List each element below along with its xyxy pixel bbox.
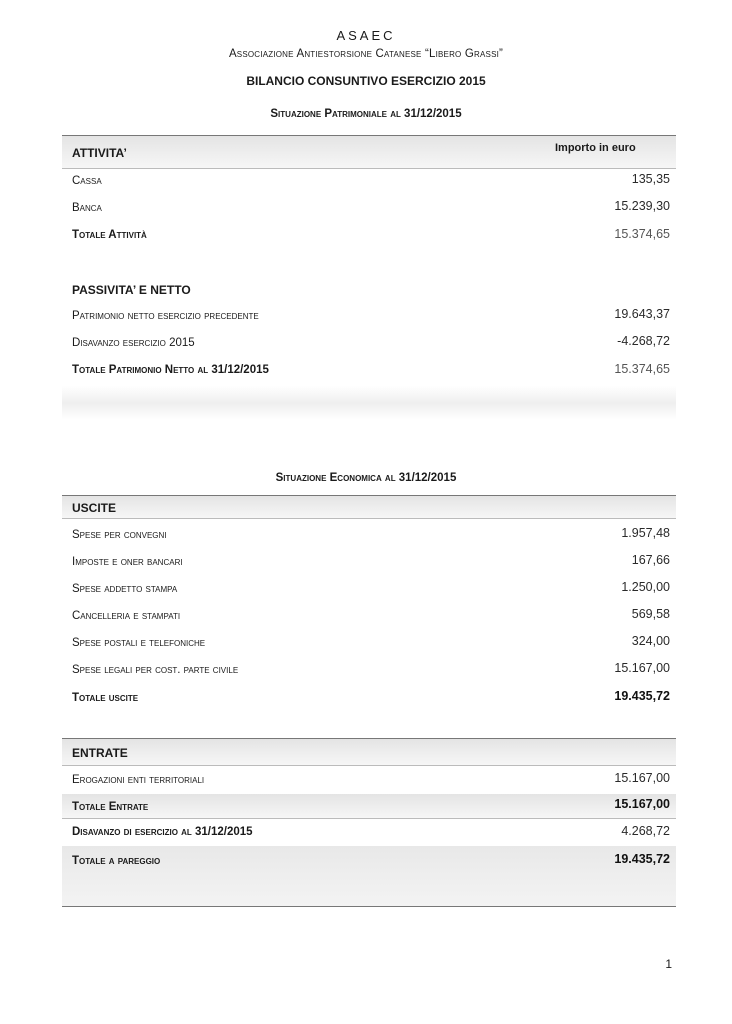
totale-attivita-value: 15.374,65 [614,227,670,241]
uscite-label: USCITE [72,501,117,515]
totale-entrate-label: Totale Entrate [72,801,149,813]
rule-under-entrate [62,765,676,766]
row-convegni-value: 1.957,48 [621,526,670,540]
row-imposte-label: Imposte e oner bancari [72,556,183,568]
totale-attivita-label: Totale Attività [72,229,147,241]
disavanzo-esercizio-label: Disavanzo di esercizio al 31/12/2015 [72,826,253,838]
row-patrimonio-precedente-label: Patrimonio netto esercizio precedente [72,310,259,322]
attivita-label: ATTIVITA’ [72,146,127,160]
row-legali-label: Spese legali per cost. parte civile [72,664,239,676]
document-title: BILANCIO CONSUNTIVO ESERCIZIO 2015 [246,74,486,88]
totale-pareggio-value: 19.435,72 [614,852,670,866]
row-cancelleria-value: 569,58 [631,607,670,621]
row-postali-label: Spese postali e telefoniche [72,637,206,649]
page-number: 1 [665,957,672,971]
disavanzo-esercizio-value: 4.268,72 [621,824,670,838]
row-cancelleria-label: Cancelleria e stampati [72,610,181,622]
row-banca-label: Banca [72,202,102,214]
row-imposte-value: 167,66 [631,553,670,567]
row-postali-value: 324,00 [631,634,670,648]
rule-bottom [62,906,676,907]
rule-under-totale-entrate [62,818,676,819]
totale-entrate-value: 15.167,00 [614,797,670,811]
scan-shadow [62,386,676,420]
row-legali-value: 15.167,00 [614,661,670,675]
association-name: Associazione Antiestorsione Catanese “Libero Grassi” [228,48,504,60]
row-patrimonio-precedente-value: 19.643,37 [614,307,670,321]
totale-uscite-label: Totale uscite [72,692,139,704]
totale-patrimonio-value: 15.374,65 [614,362,670,376]
row-erogazioni-value: 15.167,00 [614,771,670,785]
totale-uscite-value: 19.435,72 [614,689,670,703]
row-stampa-value: 1.250,00 [621,580,670,594]
rule-under-uscite [62,518,676,519]
totale-patrimonio-label: Totale Patrimonio Netto al 31/12/2015 [72,364,269,376]
totale-entrate-band [62,794,676,818]
org-acronym: ASAEC [336,28,396,43]
passivita-label: PASSIVITA’ E NETTO [72,283,191,297]
column-header-importo: Importo in euro [555,142,636,154]
economica-heading: Situazione Economica al 31/12/2015 [275,472,457,484]
row-stampa-label: Spese addetto stampa [72,583,178,595]
row-disavanzo-2015-label: Disavanzo esercizio 2015 [72,337,195,349]
rule-under-attivita [62,168,676,169]
row-cassa-value: 135,35 [631,172,670,186]
patrimoniale-heading: Situazione Patrimoniale al 31/12/2015 [270,108,462,120]
row-banca-value: 15.239,30 [614,199,670,213]
row-cassa-label: Cassa [72,175,102,187]
row-erogazioni-label: Erogazioni enti territoriali [72,774,205,786]
uscite-header-band [62,496,676,518]
totale-pareggio-label: Totale a pareggio [72,855,161,867]
row-disavanzo-2015-value: -4.268,72 [617,334,670,348]
entrate-label: ENTRATE [72,746,128,760]
entrate-header-band [62,739,676,765]
row-convegni-label: Spese per convegni [72,529,167,541]
